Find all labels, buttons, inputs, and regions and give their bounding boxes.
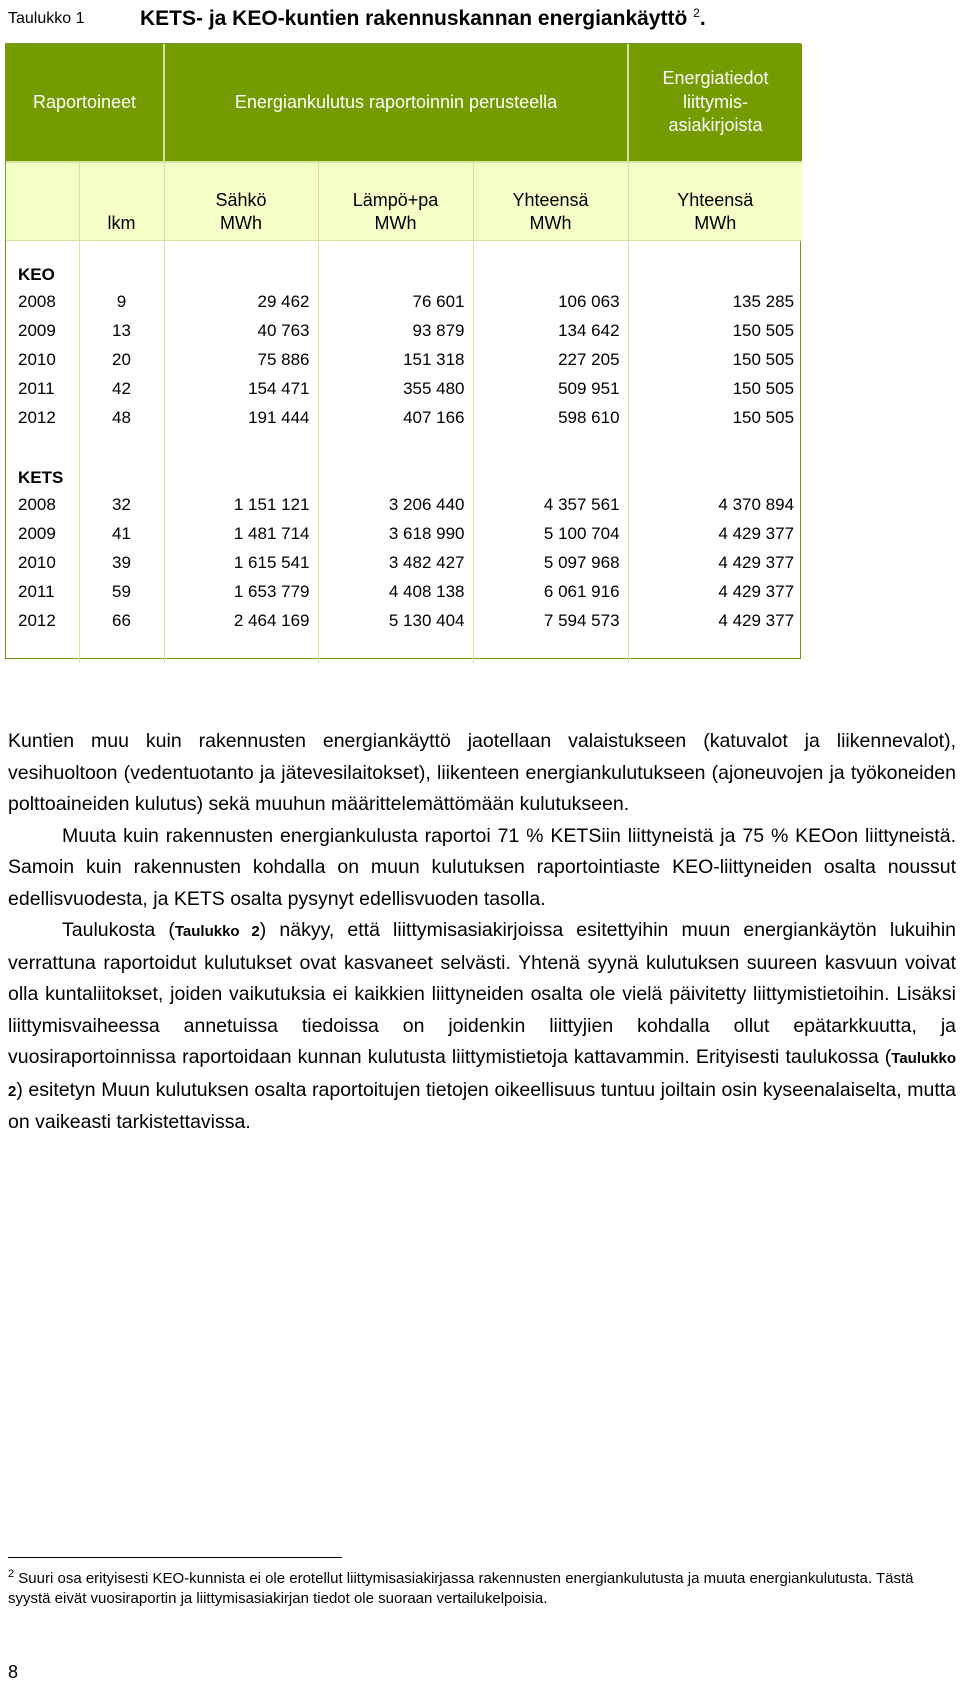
table-header-sub bbox=[6, 162, 802, 241]
footnote-ref: 2 bbox=[693, 6, 700, 20]
footnote-mark: 2 bbox=[8, 1568, 15, 1580]
table-title: KETS- ja KEO-kuntien rakennuskannan energiankäyttö $^2$. bbox=[140, 6, 706, 30]
table-row: 2011 42 154 471 355 480 509 951 150 505 bbox=[6, 374, 802, 403]
table-ref-link[interactable]: Taulukko 2 bbox=[174, 923, 260, 940]
energy-table-frame bbox=[5, 43, 801, 659]
header-joining-total: Yhteensä MWh bbox=[628, 162, 802, 241]
table-row: 2010 39 1 615 541 3 482 427 5 097 968 4 429 377 bbox=[6, 548, 802, 577]
table-row: 2011 59 1 653 779 4 408 138 6 061 916 4 429 377 bbox=[6, 577, 802, 606]
table-row: 2008 9 29 462 76 601 106 063 135 285 bbox=[6, 287, 802, 316]
table-caption bbox=[8, 6, 948, 34]
header-heat: Lämpö+pa MWh bbox=[318, 162, 473, 241]
header-total: Yhteensä MWh bbox=[473, 162, 628, 241]
energy-table bbox=[6, 44, 802, 663]
header-joining-docs: Energiatiedot liittymis- asiakirjoista bbox=[628, 44, 802, 162]
paragraph-3: Taulukosta (Taulukko 2) näkyy, että liittymisasiakirjoissa esitettyihin muun energiankäytön lukuihin verrattuna raportoidut kulutukset ovat kasvaneet selvästi. Yhtenä syynä kulutuksen suureen kasvuun voivat olla kuntaliitokset, joiden vaikutuksia ei kaikkien liittyneiden osalta ole vielä päivitetty liittymistietoihin. Lisäksi liittymisvaiheessa annetuissa tiedoissa on joidenkin liittyjien kohdalla ollut epätarkkuutta, ja vuosiraportoinnissa raportoidaan kunnan kulutusta liittymistietoja kattavammin. Erityisesti taulukossa (Taulukko 2) esitetyn Muun kulutuksen osalta raportoitujen tietojen oikeellisuus tuntuu joiltain osin kyseenalaiselta, mutta on vaikeasti tarkistettavissa. bbox=[8, 919, 956, 1133]
table-row: 2012 48 191 444 407 166 598 610 150 505 bbox=[6, 403, 802, 432]
paragraph-1: Kuntien muu kuin rakennusten energiankäyttö jaotellaan valaistukseen (katuvalot ja liikennevalot), vesihuoltoon (vedentuotanto ja jätevesilaitokset), liikenteen energiankulutukseen (ajoneuvojen ja työkoneiden polttoaineiden kulutus) sekä muuhun määrittelemättömään kulutukseen. bbox=[8, 730, 956, 815]
footnote-divider bbox=[8, 1557, 342, 1558]
body-text bbox=[8, 726, 956, 1139]
header-reported: Raportoineet bbox=[6, 44, 164, 162]
page-number: 8 bbox=[8, 1662, 19, 1682]
group-row-keo: KEO bbox=[6, 251, 802, 287]
table-label: Taulukko 1 bbox=[8, 10, 85, 27]
table-header-top bbox=[6, 44, 802, 162]
table-ref-link[interactable]: Taulukko 2 bbox=[8, 1050, 956, 1100]
table-row: 2010 20 75 886 151 318 227 205 150 505 bbox=[6, 345, 802, 374]
header-count: lkm bbox=[79, 162, 164, 241]
table-row: 2009 13 40 763 93 879 134 642 150 505 bbox=[6, 316, 802, 345]
group-row-kets: KETS bbox=[6, 454, 802, 490]
table-row: 2012 66 2 464 169 5 130 404 7 594 573 4 429 377 bbox=[6, 606, 802, 635]
footnote-text: Suuri osa erityisesti KEO-kunnista ei ole erotellut liittymisasiakirjassa rakennusten energiankulutusta ja muuta energiankulutusta. Tästä syystä eivät vuosiraportin ja liittymisasiakirjan tiedot ole suoraan vertailukelpoisia. bbox=[8, 1570, 914, 1607]
paragraph-2: Muuta kuin rakennusten energiankulusta raportoi 71 % KETSiin liittyneistä ja 75 % KEOon liittyneistä. Samoin kuin rakennusten kohdalla on muun kulutuksen raportointiaste KEO-liittyneiden osalta noussut edellisvuodesta, ja KETS osalta pysynyt edellisvuoden tasolla. bbox=[8, 824, 956, 910]
table-row: 2008 32 1 151 121 3 206 440 4 357 561 4 370 894 bbox=[6, 490, 802, 519]
header-consumption: Energiankulutus raportoinnin perusteella bbox=[164, 44, 628, 162]
header-electricity: Sähkö MWh bbox=[164, 162, 318, 241]
header-blank bbox=[6, 162, 79, 241]
footnote bbox=[8, 1564, 948, 1609]
table-row: 2009 41 1 481 714 3 618 990 5 100 704 4 429 377 bbox=[6, 519, 802, 548]
